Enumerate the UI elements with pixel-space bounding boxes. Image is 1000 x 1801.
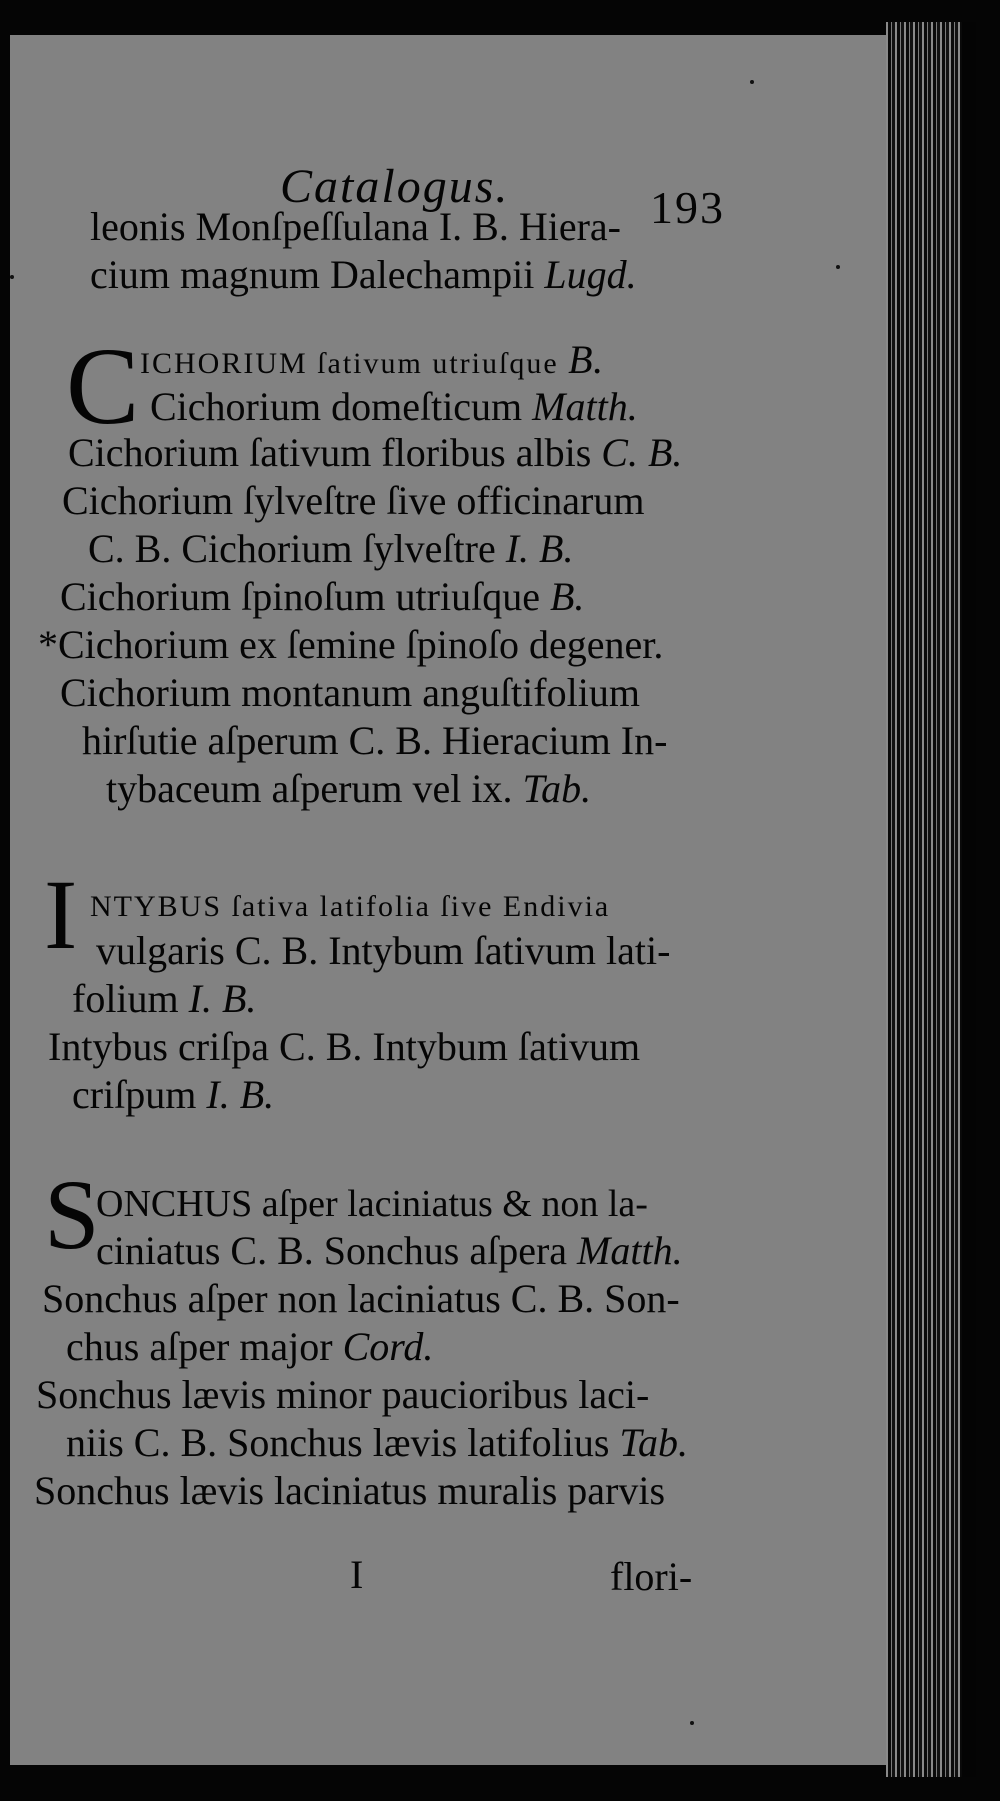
line-text: Sonchus lævis laciniatus muralis parvis xyxy=(34,1468,666,1513)
line-text: Sonchus lævis minor paucioribus laci- xyxy=(36,1372,650,1417)
drop-cap-i: I xyxy=(44,859,78,970)
line-text: NTYBUS ſativa latifolia ſive Endivia xyxy=(90,890,611,923)
line-suffix: Tab. xyxy=(522,766,592,811)
line-text: Cichorium ſpinoſum utriuſque xyxy=(60,574,550,619)
line-suffix: I. B. Hiera- xyxy=(428,204,621,249)
signature-mark: I xyxy=(350,1552,364,1597)
line-text: niis C. B. Sonchus lævis latifolius xyxy=(66,1420,620,1465)
line-text: chus aſper major xyxy=(66,1324,343,1369)
line-text: hirſutie aſperum C. B. Hieracium In- xyxy=(82,718,668,763)
text-line-11 xyxy=(82,718,668,763)
line-text: Intybus criſpa C. B. Intybum ſativum xyxy=(48,1024,641,1069)
line-text: ICHORIUM ſativum utriuſque xyxy=(140,347,569,380)
text-line-13 xyxy=(90,883,610,923)
text-line-12 xyxy=(106,766,592,811)
catchword: flori- xyxy=(610,1554,693,1599)
line-text: Sonchus aſper non laciniatus C. B. Son- xyxy=(42,1276,680,1321)
page-number: 193 xyxy=(650,182,725,233)
line-suffix: I. B. xyxy=(505,526,574,571)
line-suffix: B. xyxy=(549,574,585,619)
text-line-16 xyxy=(48,1024,641,1069)
line-suffix: Matth. xyxy=(532,384,638,429)
line-suffix: B. xyxy=(568,337,604,382)
line-text: Cichorium domeſticum xyxy=(150,384,533,429)
line-suffix: C. B. xyxy=(601,430,683,475)
text-line-10 xyxy=(60,670,640,715)
scan-speck xyxy=(690,1721,694,1725)
line-suffix: I. B. xyxy=(188,976,257,1021)
text-line-19 xyxy=(96,1228,683,1273)
text-line-4 xyxy=(150,384,638,429)
text-line-9 xyxy=(38,622,664,667)
text-line-21 xyxy=(66,1324,434,1369)
line-suffix: I. B. xyxy=(206,1072,275,1117)
text-line-5 xyxy=(68,430,683,475)
text-line-6 xyxy=(62,478,645,523)
line-suffix: Matth. xyxy=(577,1228,683,1273)
scan-speck xyxy=(750,80,754,84)
line-text: leonis Monſpeſſulana xyxy=(90,204,429,249)
running-head: Catalogus. xyxy=(280,160,510,213)
line-text: tybaceum aſperum vel ix. xyxy=(106,766,523,811)
line-text: Cichorium ſylveſtre ſive officinarum xyxy=(62,478,645,523)
text-line-14 xyxy=(96,928,671,973)
line-text: ciniatus C. B. Sonchus aſpera xyxy=(96,1228,578,1273)
text-line-15 xyxy=(72,976,257,1021)
text-line-24 xyxy=(34,1468,666,1513)
text-line-18 xyxy=(96,1183,648,1223)
line-text: C. B. Cichorium ſylveſtre xyxy=(88,526,506,571)
text-line-2 xyxy=(90,252,637,297)
text-line-1 xyxy=(90,204,621,249)
line-text: *Cichorium ex ſemine ſpinoſo degener. xyxy=(38,622,664,667)
page-edges xyxy=(886,22,976,1777)
line-suffix: Tab. xyxy=(619,1420,688,1465)
line-suffix: Lugd. xyxy=(544,252,637,297)
text-line-22 xyxy=(36,1372,650,1417)
text-line-7 xyxy=(88,526,574,571)
line-text: criſpum xyxy=(72,1072,207,1117)
line-suffix: Cord. xyxy=(342,1324,434,1369)
scan-speck xyxy=(10,275,14,279)
text-line-17 xyxy=(72,1072,275,1117)
book-page xyxy=(10,35,886,1765)
scan-speck xyxy=(836,265,840,269)
text-line-20 xyxy=(42,1276,680,1321)
line-text: ONCHUS aſper laciniatus & non la- xyxy=(96,1183,648,1225)
text-line-23 xyxy=(66,1420,688,1465)
line-text: cium magnum Dalechampii xyxy=(90,252,545,297)
text-line-8 xyxy=(60,574,585,619)
line-text: vulgaris C. B. Intybum ſativum lati- xyxy=(96,928,671,973)
drop-cap-s: S xyxy=(44,1159,100,1270)
line-text: Cichorium montanum anguſtifolium xyxy=(60,670,640,715)
drop-cap-c: C xyxy=(66,325,140,447)
line-text: folium xyxy=(72,976,189,1021)
text-line-3 xyxy=(140,337,604,382)
line-text: Cichorium ſativum floribus albis xyxy=(68,430,602,475)
